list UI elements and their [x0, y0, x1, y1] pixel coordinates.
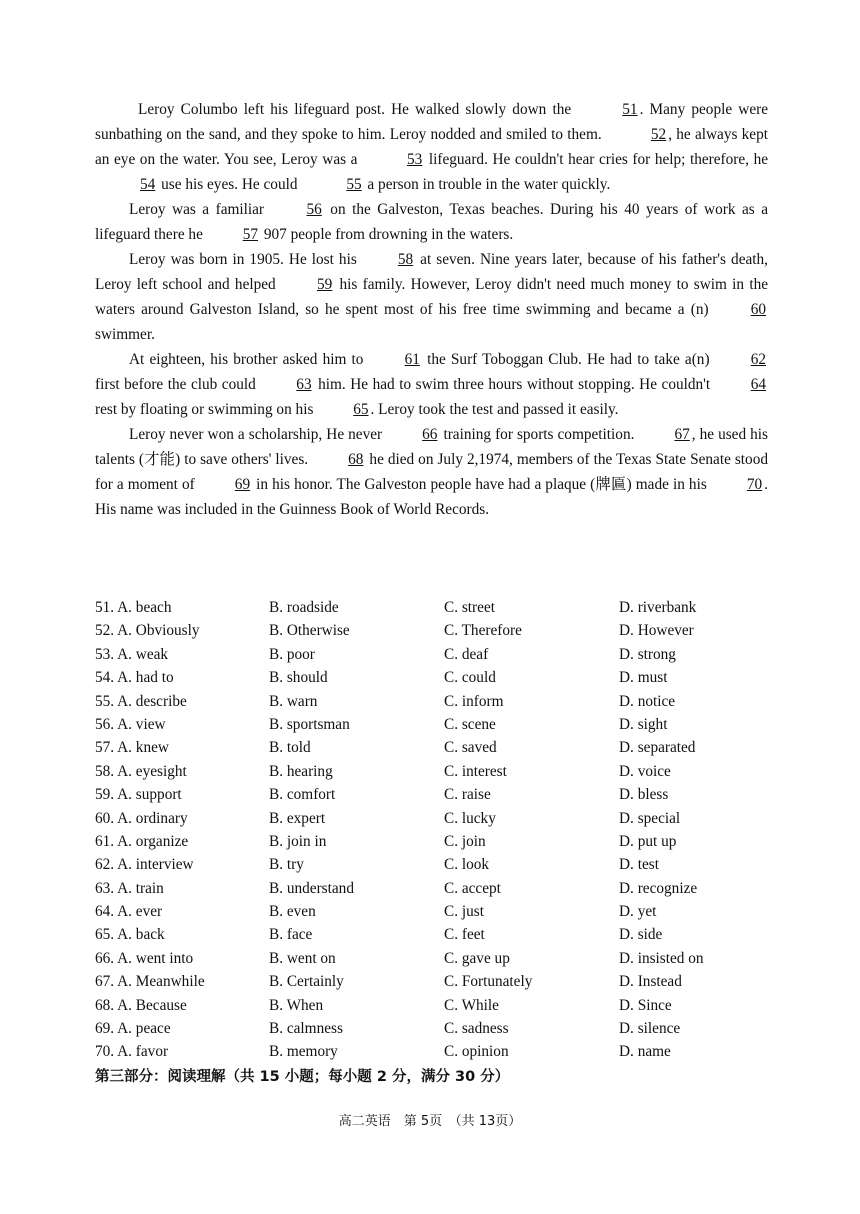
option-row [95, 1017, 795, 1040]
option-a: 61. A. organize [95, 832, 189, 850]
option-c: C. look [444, 856, 490, 874]
passage-text: at seven. Nine years later, because of his father's death, Leroy left school and helped [95, 251, 768, 293]
option-b: B. calmness [269, 1020, 343, 1038]
option-d: D. notice [619, 692, 676, 710]
blank-58: 58 [397, 251, 414, 268]
option-row [95, 1040, 795, 1063]
passage-text: he died on July 2,1974, members of the Texas State Senate stood for a moment of [95, 451, 768, 493]
option-c: C. raise [444, 786, 491, 804]
option-d: D. name [619, 1043, 671, 1061]
blank-64: 64 [750, 376, 766, 393]
option-row [95, 830, 795, 853]
option-a: 65. A. back [95, 926, 165, 944]
option-c: C. interest [444, 762, 507, 780]
option-a: 51. A. beach [95, 599, 172, 616]
option-c: C. just [444, 903, 484, 921]
passage-text: Leroy Columbo left his lifeguard post. He walked slowly down the [138, 101, 578, 118]
option-row [95, 923, 795, 946]
option-a: 70. A. favor [95, 1043, 169, 1061]
option-a: 67. A. Meanwhile [95, 973, 205, 991]
option-a: 59. A. support [95, 786, 182, 804]
option-d: D. recognize [619, 879, 698, 897]
option-c: C. feet [444, 926, 485, 944]
blank-53: 53 [407, 151, 423, 168]
option-d: D. separated [619, 739, 696, 757]
passage-text: rest by floating or swimming on his [95, 401, 318, 418]
option-d: D. yet [619, 903, 657, 921]
passage-text: in his honor. The Galveston people have had a plaque (牌匾) made in his [252, 476, 711, 493]
option-b: B. expert [269, 809, 326, 827]
option-d: D. sight [619, 715, 668, 733]
passage-text: Leroy was born in 1905. He lost his [129, 251, 362, 268]
blank-61: 61 [404, 351, 420, 368]
option-row [95, 994, 795, 1017]
option-b: B. hearing [269, 762, 333, 780]
passage-text: the Surf Toboggan Club. He had to take a(n) [421, 351, 715, 368]
option-c: C. join [444, 832, 486, 850]
option-a: 68. A. Because [95, 996, 187, 1014]
option-a: 66. A. went into [95, 949, 194, 967]
page-footer: 高二英语 第 5页 （共 13页） [338, 1114, 522, 1129]
option-row [95, 760, 795, 783]
option-d: D. must [619, 669, 668, 687]
passage-paragraph [95, 347, 768, 422]
passage-text: him. He had to swim three hours without stopping. He couldn't [313, 376, 715, 393]
blank-69: 69 [234, 476, 251, 493]
blank-67: 67 [674, 426, 690, 443]
option-a: 64. A. ever [95, 903, 163, 921]
option-b: B. poor [269, 645, 315, 663]
option-c: C. Fortunately [444, 973, 533, 991]
option-d: D. test [619, 856, 659, 874]
option-row [95, 877, 795, 900]
option-row [95, 666, 795, 689]
passage-text: a person in trouble in the water quickly. [363, 176, 611, 193]
blank-55: 55 [346, 176, 362, 193]
blank-68: 68 [348, 451, 364, 468]
passage-text: Leroy was a familiar [129, 201, 271, 218]
option-d: D. insisted on [619, 949, 704, 967]
passage-paragraph [95, 197, 768, 247]
option-b: B. memory [269, 1043, 338, 1061]
option-b: B. warn [269, 692, 318, 710]
blank-56: 56 [306, 201, 322, 218]
option-a: 57. A. knew [95, 739, 169, 757]
option-row [95, 713, 795, 736]
option-b: B. join in [269, 832, 327, 850]
option-a: 58. A. eyesight [95, 762, 187, 780]
passage-text: training for sports competition. [439, 426, 639, 443]
option-c: C. sadness [444, 1020, 509, 1038]
option-c: C. opinion [444, 1043, 509, 1061]
option-b: B. understand [269, 879, 354, 897]
option-c: C. inform [444, 692, 504, 710]
option-a: 69. A. peace [95, 1020, 171, 1038]
option-row [95, 970, 795, 993]
option-row [95, 947, 795, 970]
passage-text: , he always kept an eye on the water. You see, Leroy was a [95, 126, 768, 168]
passage-text: lifeguard. He couldn't hear cries for help; therefore, he [424, 151, 769, 168]
option-b: B. went on [269, 949, 336, 967]
options-list [95, 596, 795, 1064]
option-d: D. silence [619, 1020, 681, 1038]
blank-63: 63 [296, 376, 312, 393]
passage-text: At eighteen, his brother asked him to [129, 351, 369, 368]
option-d: D. special [619, 809, 681, 827]
passage-text: on the Galveston, Texas beaches. During his 40 years of work as a lifeguard there he [95, 201, 768, 243]
option-c: C. gave up [444, 949, 510, 967]
passage [95, 97, 768, 522]
option-c: C. deaf [444, 645, 489, 663]
option-d: D. strong [619, 645, 676, 663]
blank-60: 60 [750, 301, 766, 318]
option-b: B. should [269, 669, 328, 687]
option-d: D. Since [619, 996, 672, 1014]
option-c: C. scene [444, 715, 496, 733]
blank-51: 51 [622, 101, 638, 118]
option-row [95, 853, 795, 876]
option-d: D. voice [619, 762, 671, 780]
option-a: 56. A. view [95, 715, 166, 733]
passage-text: swimmer. [95, 326, 155, 343]
option-row [95, 619, 795, 642]
passage-paragraph [95, 97, 768, 197]
blank-57: 57 [242, 226, 258, 243]
option-row [95, 736, 795, 759]
option-a: 55. A. describe [95, 692, 187, 710]
option-b: B. sportsman [269, 715, 350, 733]
blank-62: 62 [750, 351, 767, 368]
option-d: D. bless [619, 786, 669, 804]
option-c: C. lucky [444, 809, 496, 827]
passage-text: use his eyes. He could [157, 176, 302, 193]
passage-text: , he used his talents (才能) to save others' lives. [95, 426, 768, 468]
option-c: C. accept [444, 879, 501, 897]
option-row [95, 900, 795, 923]
option-a: 53. A. weak [95, 645, 169, 663]
blank-54: 54 [140, 176, 156, 193]
option-row [95, 596, 795, 619]
blank-59: 59 [316, 276, 333, 293]
passage-paragraph [95, 422, 768, 522]
option-c: C. saved [444, 739, 497, 757]
option-c: C. While [444, 996, 499, 1014]
passage-text: Leroy never won a scholarship, He never [129, 426, 387, 443]
option-a: 54. A. had to [95, 669, 174, 687]
option-d: D. put up [619, 832, 677, 850]
option-d: D. However [619, 622, 694, 640]
option-b: B. even [269, 903, 316, 921]
option-a: 52. A. Obviously [95, 622, 200, 640]
option-c: C. could [444, 669, 496, 687]
option-b: B. comfort [269, 786, 336, 804]
section-title: 第三部分：阅读理解（共 15 小题；每小题 2 分，满分 30 分） [95, 1069, 510, 1085]
passage-text: 907 people from drowning in the waters. [260, 226, 514, 243]
option-row [95, 807, 795, 830]
option-a: 60. A. ordinary [95, 809, 188, 827]
option-b: B. roadside [269, 599, 339, 616]
option-row [95, 783, 795, 806]
passage-text: . Leroy took the test and passed it easily. [370, 401, 619, 418]
passage-text: first before the club could [95, 376, 261, 393]
option-b: B. face [269, 926, 313, 944]
blank-66: 66 [422, 426, 438, 443]
option-b: B. Otherwise [269, 622, 350, 640]
option-c: C. street [444, 599, 495, 616]
option-d: D. Instead [619, 973, 682, 991]
option-c: C. Therefore [444, 622, 522, 640]
option-a: 62. A. interview [95, 856, 194, 874]
option-a: 63. A. train [95, 879, 164, 897]
passage-paragraph [95, 247, 768, 347]
option-d: D. riverbank [619, 599, 697, 616]
blank-52: 52 [650, 126, 667, 143]
option-row [95, 690, 795, 713]
option-b: B. When [269, 996, 324, 1014]
passage-text: his family. However, Leroy didn't need much money to swim in the waters around Galveston Island, so he spent most of his free time swimming and became a (n) [95, 276, 769, 318]
option-b: B. try [269, 856, 304, 874]
option-row [95, 643, 795, 666]
passage-text: . His name was included in the Guinness Book of World Records. [95, 476, 768, 518]
option-b: B. Certainly [269, 973, 344, 991]
option-b: B. told [269, 739, 311, 757]
passage-text: . Many people were sunbathing on the sand, and they spoke to him. Leroy nodded and smiled to them. [95, 101, 769, 143]
blank-70: 70 [746, 476, 763, 493]
blank-65: 65 [353, 401, 369, 418]
option-d: D. side [619, 926, 663, 944]
